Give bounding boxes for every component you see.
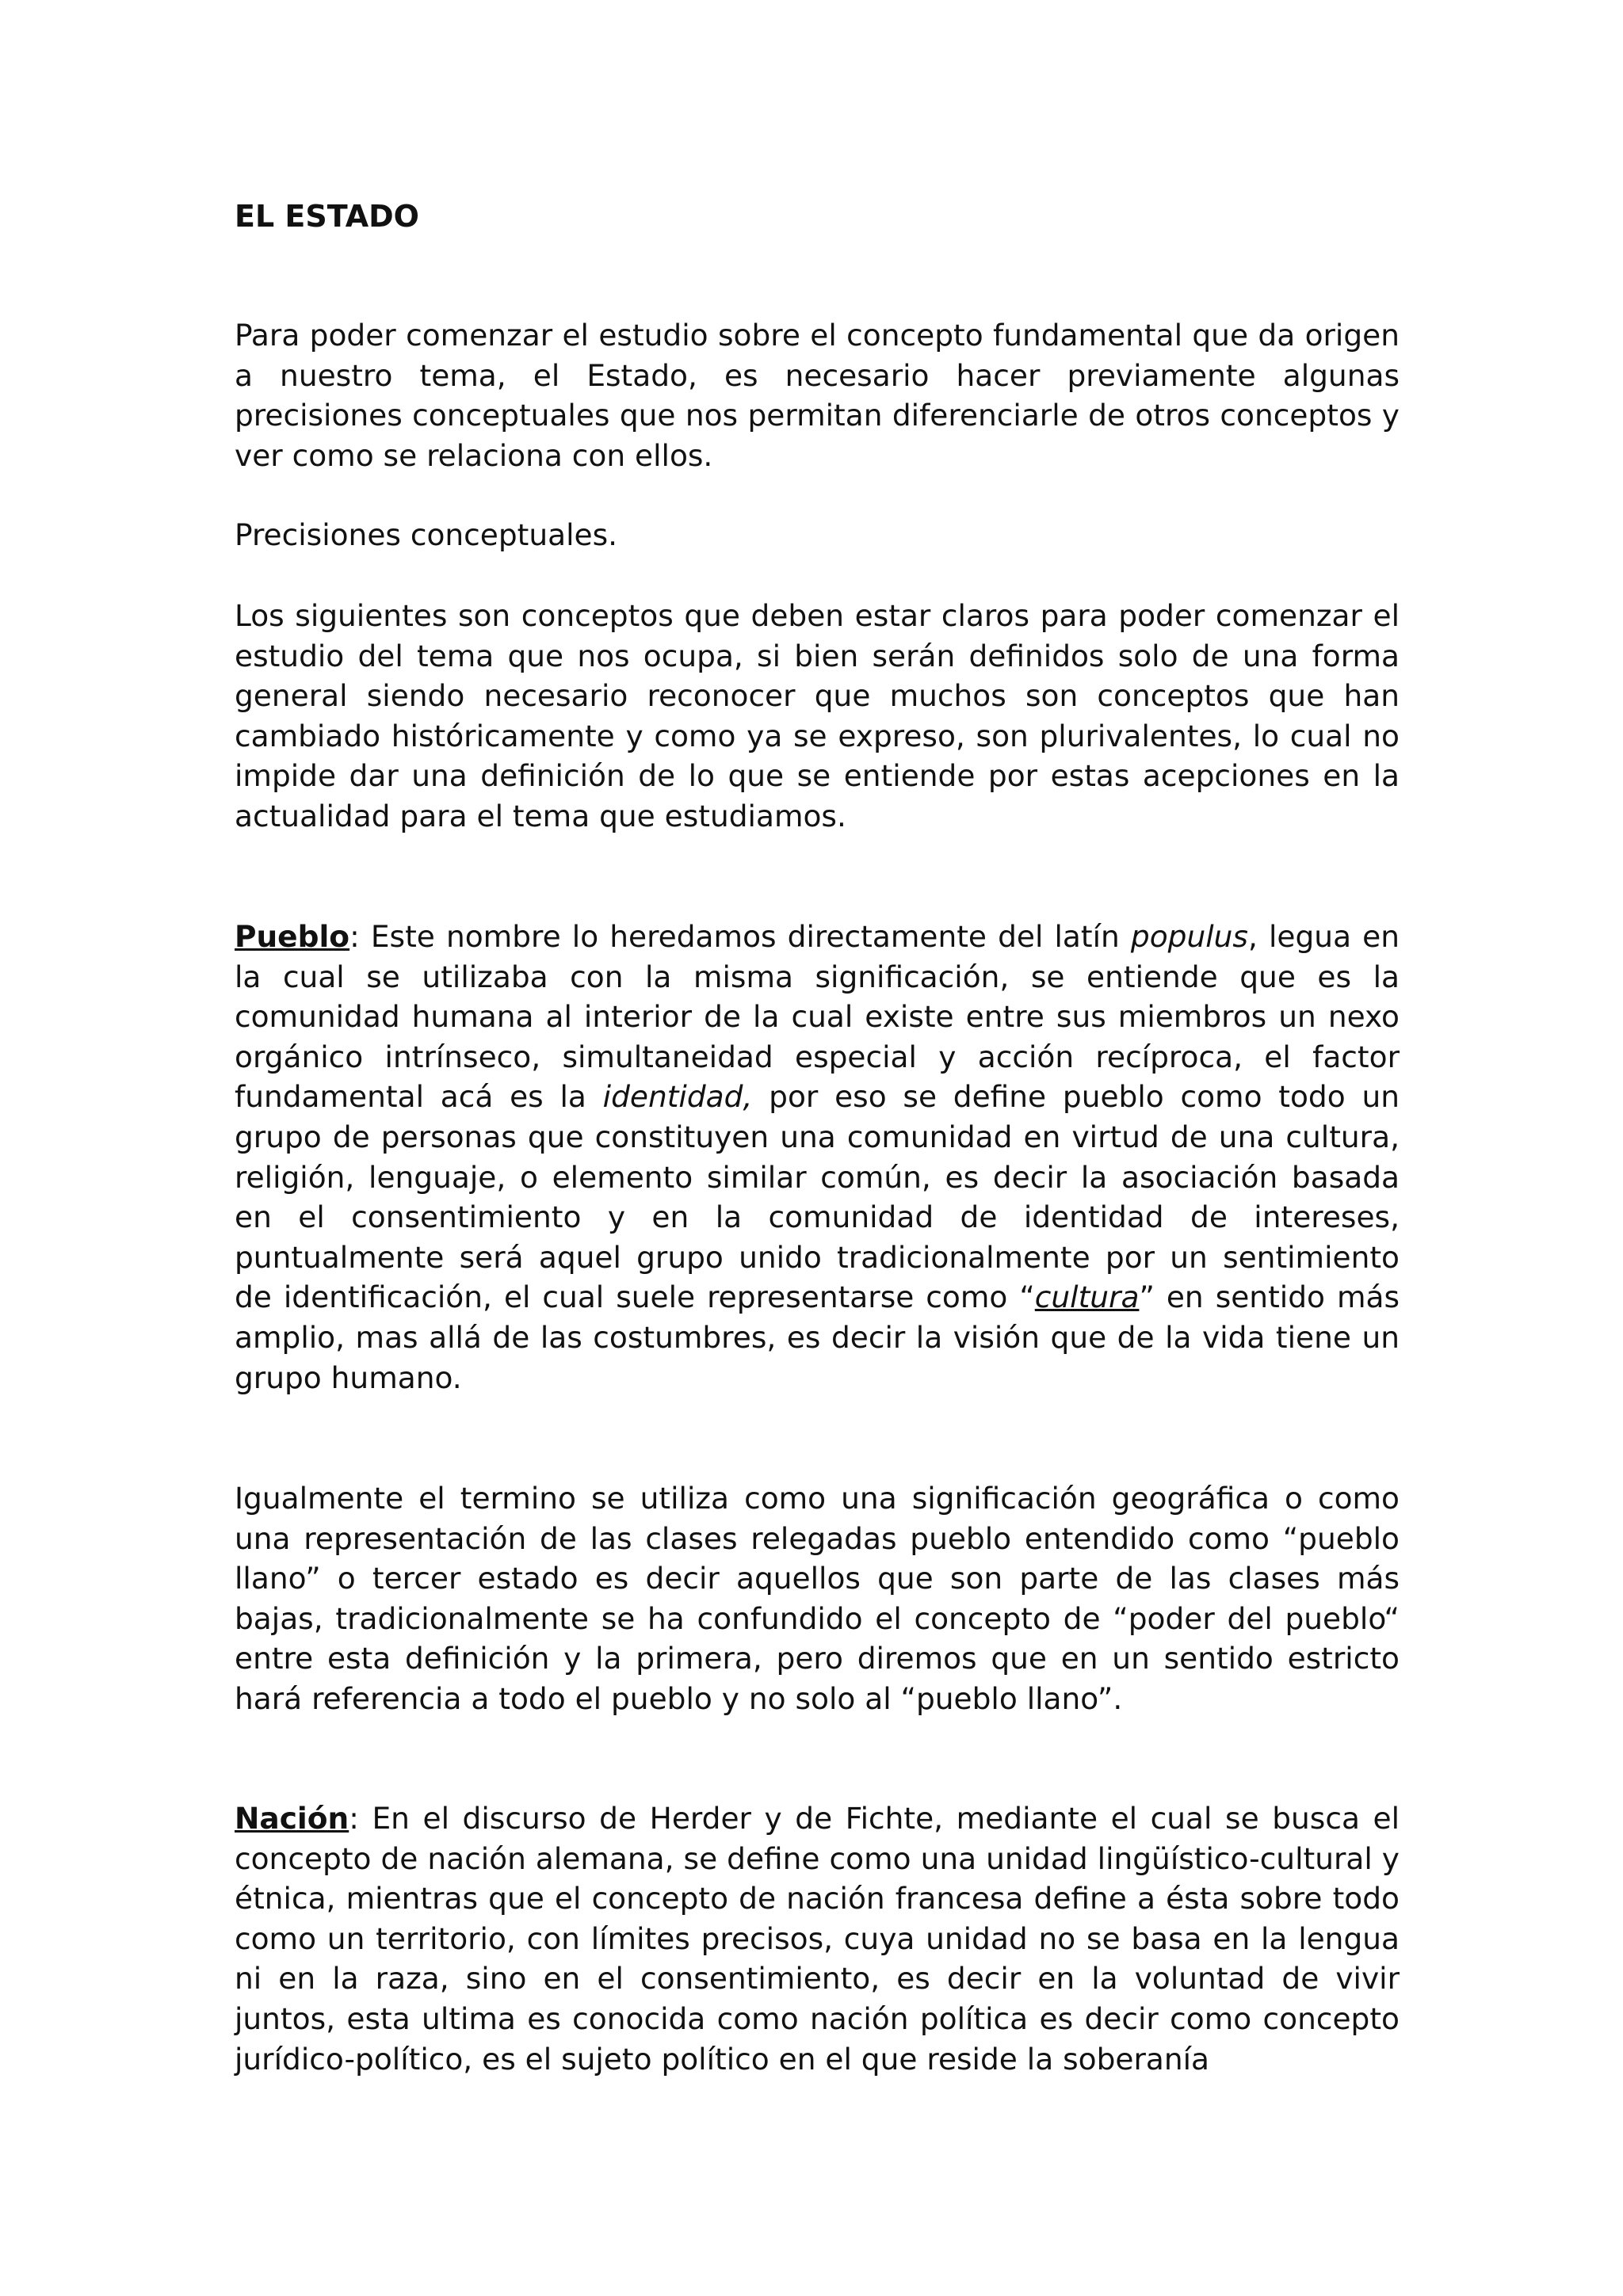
pueblo-text-d: ” en sentido más amplio, mas allá de las costumbres, es decir la visión que de la vida tiene un grupo humano. — [235, 1280, 1400, 1395]
cultura-word: cultura — [1034, 1280, 1140, 1315]
identidad-word: identidad, — [602, 1079, 753, 1115]
section-intro-paragraph: Los siguientes son conceptos que deben estar claros para poder comenzar el estudio del tema que nos ocupa, si bien serán definidos solo de una forma general siendo necesario reconocer que muchos son conceptos que han cambiado históricamente y como ya se expreso, son plurivalentes, lo cual no impide dar una definición de lo que se entiende por estas acepciones en la actualidad para el tema que estudiamos. — [235, 598, 1400, 833]
pueblo-text-c: por eso se define pueblo como todo un grupo de personas que constituyen una comunidad en virtud de una cultura, religión, lenguaje, o elemento similar común, es decir la asociación basada en el consentimiento y en la comunidad de identidad de intereses, puntualmente será aquel grupo unido tradicionalmente por un sentimiento de identificación, el cual suele representarse como “ — [235, 1079, 1400, 1315]
pueblo-text-b: , legua en la cual se utilizaba con la misma significación, se entiende que es la comunidad humana al interior de la cual existe entre sus miembros un nexo orgánico intrínseco, simultaneidad especial y acción recíproca, el factor fundamental acá es la — [235, 919, 1400, 1115]
nacion-text: En el discurso de Herder y de Fichte, mediante el cual se busca el concepto de nación alemana, se define como una unidad lingüístico-cultural y étnica, mientras que el concepto de nación francesa define a ésta sobre todo como un territorio, con límites precisos, cuya unidad no se basa en la lengua ni en la raza, sino en el consentimiento, es decir en la voluntad de vivir juntos, esta ultima es conocida como nación política es decir como concepto jurídico-político, es el sujeto político en el que reside la soberanía — [235, 1801, 1400, 2077]
pueblo-paragraph — [235, 917, 1400, 1398]
page-title: EL ESTADO — [235, 199, 419, 234]
latin-word: populus — [1130, 919, 1248, 954]
pueblo-geo-paragraph: Igualmente el termino se utiliza como una significación geográfica o como una representación de las clases relegadas pueblo entendido como “pueblo llano” o tercer estado es decir aquellos que son parte de las clases más bajas, tradicionalmente se ha confundido el concepto de “poder del pueblo“ entre esta definición y la primera, pero diremos que en un sentido estricto hará referencia a todo el pueblo y no solo al “pueblo llano”. — [235, 1481, 1400, 1716]
pueblo-term: Pueblo — [235, 919, 350, 954]
pueblo-text-a: Este nombre lo heredamos directamente del latín — [359, 919, 1131, 954]
nacion-paragraph — [235, 1798, 1400, 2079]
section-heading: Precisiones conceptuales. — [235, 517, 618, 552]
nacion-term: Nación — [235, 1801, 349, 1836]
nacion-colon: : — [349, 1801, 359, 1836]
pueblo-colon: : — [349, 919, 360, 954]
intro-paragraph: Para poder comenzar el estudio sobre el concepto fundamental que da origen a nuestro tema, el Estado, es necesario hacer previamente algunas precisiones conceptuales que nos permitan diferenciarle de otros conceptos y ver como se relaciona con ellos. — [235, 318, 1400, 473]
